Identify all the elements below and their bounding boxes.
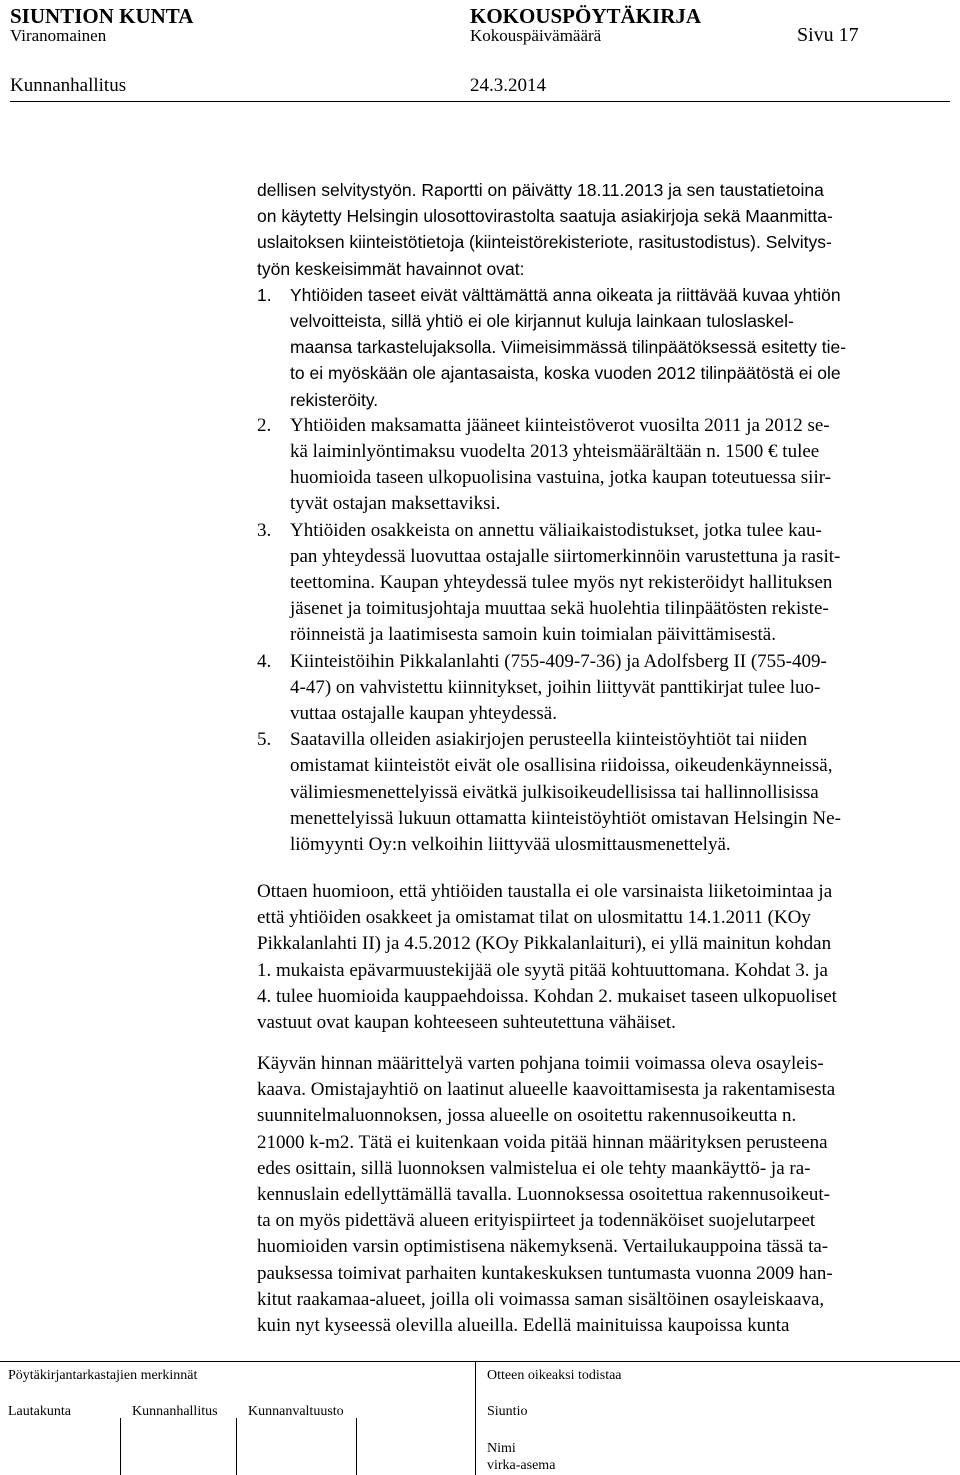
- text-line: dellisen selvitystyön. Raportti on päivätty 18.11.2013 ja sen taustatietoina: [257, 180, 824, 200]
- meeting-date: 24.3.2014: [470, 75, 546, 96]
- list-item-line: liömyynti Oy:n velkoihin liittyvää ulosmittausmenettelyä.: [290, 834, 731, 855]
- list-item-line: to ei myöskään ole ajantasaista, koska vuoden 2012 tilinpäätöstä ei ole: [290, 363, 841, 384]
- list-item-number: 4.: [257, 650, 272, 672]
- footer-col-lautakunta: Lautakunta: [8, 1404, 71, 1419]
- list-item-line: tyvät ostajan maksettaviksi.: [290, 493, 501, 515]
- text-line: 4. tulee huomioida kauppaehdoissa. Kohdan 2. mukaiset taseen ulkopuoliset: [257, 985, 837, 1007]
- list-item-line: omistamat kiinteistöt eivät ole osallisina riidoissa, oikeudenkäynneissä,: [290, 755, 833, 777]
- text-line: Pikkalanlahti II) ja 4.5.2012 (KOy Pikkalanlaituri), ei yllä mainitun kohdan: [257, 933, 832, 955]
- footer-col-divider-1: [120, 1418, 121, 1475]
- list-item-line: teettomina. Kaupan yhteydessä tulee myös nyt rekisteröidyt hallituksen: [290, 572, 833, 593]
- text-line: kitut raakamaa-alueet, joilla oli voimassa saman sisältöinen osayleiskaava,: [257, 1288, 825, 1310]
- list-item-line: Yhtiöiden taseet eivät välttämättä anna oikeata ja riittävää kuvaa yhtiön: [290, 284, 841, 305]
- footer-col-kunnanvaltuusto: Kunnanvaltuusto: [248, 1404, 344, 1419]
- footer-col-divider-2: [236, 1418, 237, 1475]
- list-item-line: maansa tarkastelujaksolla. Viimeisimmässä tilinpäätöksessä esitetty tie-: [290, 337, 847, 358]
- text-line: pauksessa toimivat parhaiten kuntakeskuksen tuntumasta vuonna 2009 han-: [257, 1262, 833, 1284]
- text-line: että yhtiöiden osakkeet ja omistamat tilat on ulosmitattu 14.1.2011 (KOy: [257, 907, 811, 929]
- footer-place: Siuntio: [487, 1404, 528, 1419]
- text-line: 1. mukaista epävarmuustekijää ole syytä pitää kohtuuttomana. Kohdat 3. ja: [257, 959, 828, 981]
- text-line: ta on myös pidettävä alueen erityispiirteet ja todennäköiset suojelutarpeet: [257, 1210, 816, 1232]
- list-item-line: Saatavilla olleiden asiakirjojen perusteella kiinteistöyhtiöt tai niiden: [290, 729, 808, 751]
- authority: Kunnanhallitus: [10, 75, 127, 96]
- list-item-line: menettelyissä lukuun ottamatta kiinteistöyhtiöt omistavan Helsingin Ne-: [290, 807, 841, 829]
- list-item-number: 2.: [257, 414, 272, 436]
- meeting-date-label: Kokouspäivämäärä: [470, 26, 602, 45]
- authority-label: Viranomainen: [10, 26, 107, 45]
- footer-name-label: Nimi: [487, 1441, 516, 1456]
- list-item-line: Yhtiöiden maksamatta jääneet kiinteistöverot vuosilta 2011 ja 2012 se-: [290, 414, 830, 436]
- list-item-line: vuttaa ostajalle kaupan yhteydessä.: [290, 703, 557, 724]
- text-line: edes osittain, sillä luonnoksen valmistelua ei ole tehty maankäyttö- ja ra-: [257, 1157, 811, 1179]
- text-line: kuin nyt kyseessä olevilla alueilla. Edellä mainituissa kaupoissa kunta: [257, 1315, 790, 1336]
- text-line: Ottaen huomioon, että yhtiöiden taustalla ei ole varsinaista liiketoimintaa ja: [257, 881, 833, 902]
- text-line: kaava. Omistajayhtiö on laatinut alueelle kaavoittamisesta ja rakentamisesta: [257, 1079, 836, 1101]
- doc-type: KOKOUSPÖYTÄKIRJA: [470, 4, 702, 28]
- list-item-number: 5.: [257, 729, 272, 751]
- text-line: vastuut ovat kaupan kohteeseen suhteutettuna vähäiset.: [257, 1012, 676, 1033]
- list-item-line: röinneistä ja laatimisesta samoin kuin toimialan päivittämisestä.: [290, 624, 776, 646]
- text-line: työn keskeisimmät havainnot ovat:: [257, 258, 525, 279]
- text-line: kennuslain edellyttämällä tavalla. Luonnoksessa osoitettua rakennusoikeut-: [257, 1184, 831, 1205]
- text-line: Käyvän hinnan määrittelyä varten pohjana toimii voimassa oleva osayleis-: [257, 1053, 824, 1074]
- header-divider: [10, 101, 950, 102]
- list-item-number: 1.: [257, 284, 272, 305]
- text-line: on käytetty Helsingin ulosottovirastolta saatuja asiakirjoja sekä Maanmitta-: [257, 206, 833, 227]
- copy-label: Otteen oikeaksi todistaa: [487, 1368, 622, 1383]
- text-line: uslaitoksen kiinteistötietoja (kiinteistörekisteriote, rasitustodistus). Selvitys-: [257, 232, 832, 253]
- list-item-line: pan yhteydessä luovuttaa ostajalle siirtomerkinnöin varustettuna ja rasit-: [290, 545, 841, 567]
- org-name: SIUNTION KUNTA: [10, 4, 194, 28]
- footer-title-label: virka-asema: [487, 1458, 556, 1473]
- list-item-line: jäsenet ja toimitusjohtaja muuttaa sekä huolehtia tilinpäätösten rekiste-: [290, 598, 829, 620]
- footer-center-divider: [475, 1361, 476, 1475]
- signers-label: Pöytäkirjantarkastajien merkinnät: [8, 1368, 198, 1383]
- list-item-number: 3.: [257, 519, 272, 541]
- footer-col-divider-3: [356, 1418, 357, 1475]
- list-item-line: velvoitteista, sillä yhtiö ei ole kirjannut kuluja lainkaan tuloslaskel-: [290, 311, 794, 331]
- list-item-line: rekisteröity.: [290, 389, 379, 410]
- page-number: Sivu 17: [797, 24, 859, 46]
- text-line: suunnitelmaluonnoksen, jossa alueelle on osoitettu rakennusoikeutta n.: [257, 1105, 797, 1127]
- list-item-line: Yhtiöiden osakkeista on annettu väliaikaistodistukset, jotka tulee kau-: [290, 519, 822, 541]
- list-item-line: 4-47) on vahvistettu kiinnitykset, joihin liittyvät panttikirjat tulee luo-: [290, 676, 821, 698]
- footer-col-kunnanhallitus: Kunnanhallitus: [132, 1404, 218, 1419]
- text-line: 21000 k-m2. Tätä ei kuitenkaan voida pitää hinnan määrityksen perusteena: [257, 1131, 828, 1153]
- footer-divider: [0, 1361, 960, 1362]
- list-item-line: välimiesmenettelyissä eivätkä julkisoikeudellisissa tai hallinnollisissa: [290, 781, 819, 803]
- text-line: huomioiden varsin optimistisena näkemyksenä. Vertailukauppoina tässä ta-: [257, 1236, 829, 1258]
- list-item-line: kä laiminlyöntimaksu vuodelta 2013 yhteismäärältään n. 1500 € tulee: [290, 441, 820, 462]
- list-item-line: Kiinteistöihin Pikkalanlahti (755-409-7-36) ja Adolfsberg II (755-409-: [290, 650, 827, 672]
- list-item-line: huomioida taseen ulkopuolisina vastuina, jotka kaupan toteutuessa siir-: [290, 467, 832, 489]
